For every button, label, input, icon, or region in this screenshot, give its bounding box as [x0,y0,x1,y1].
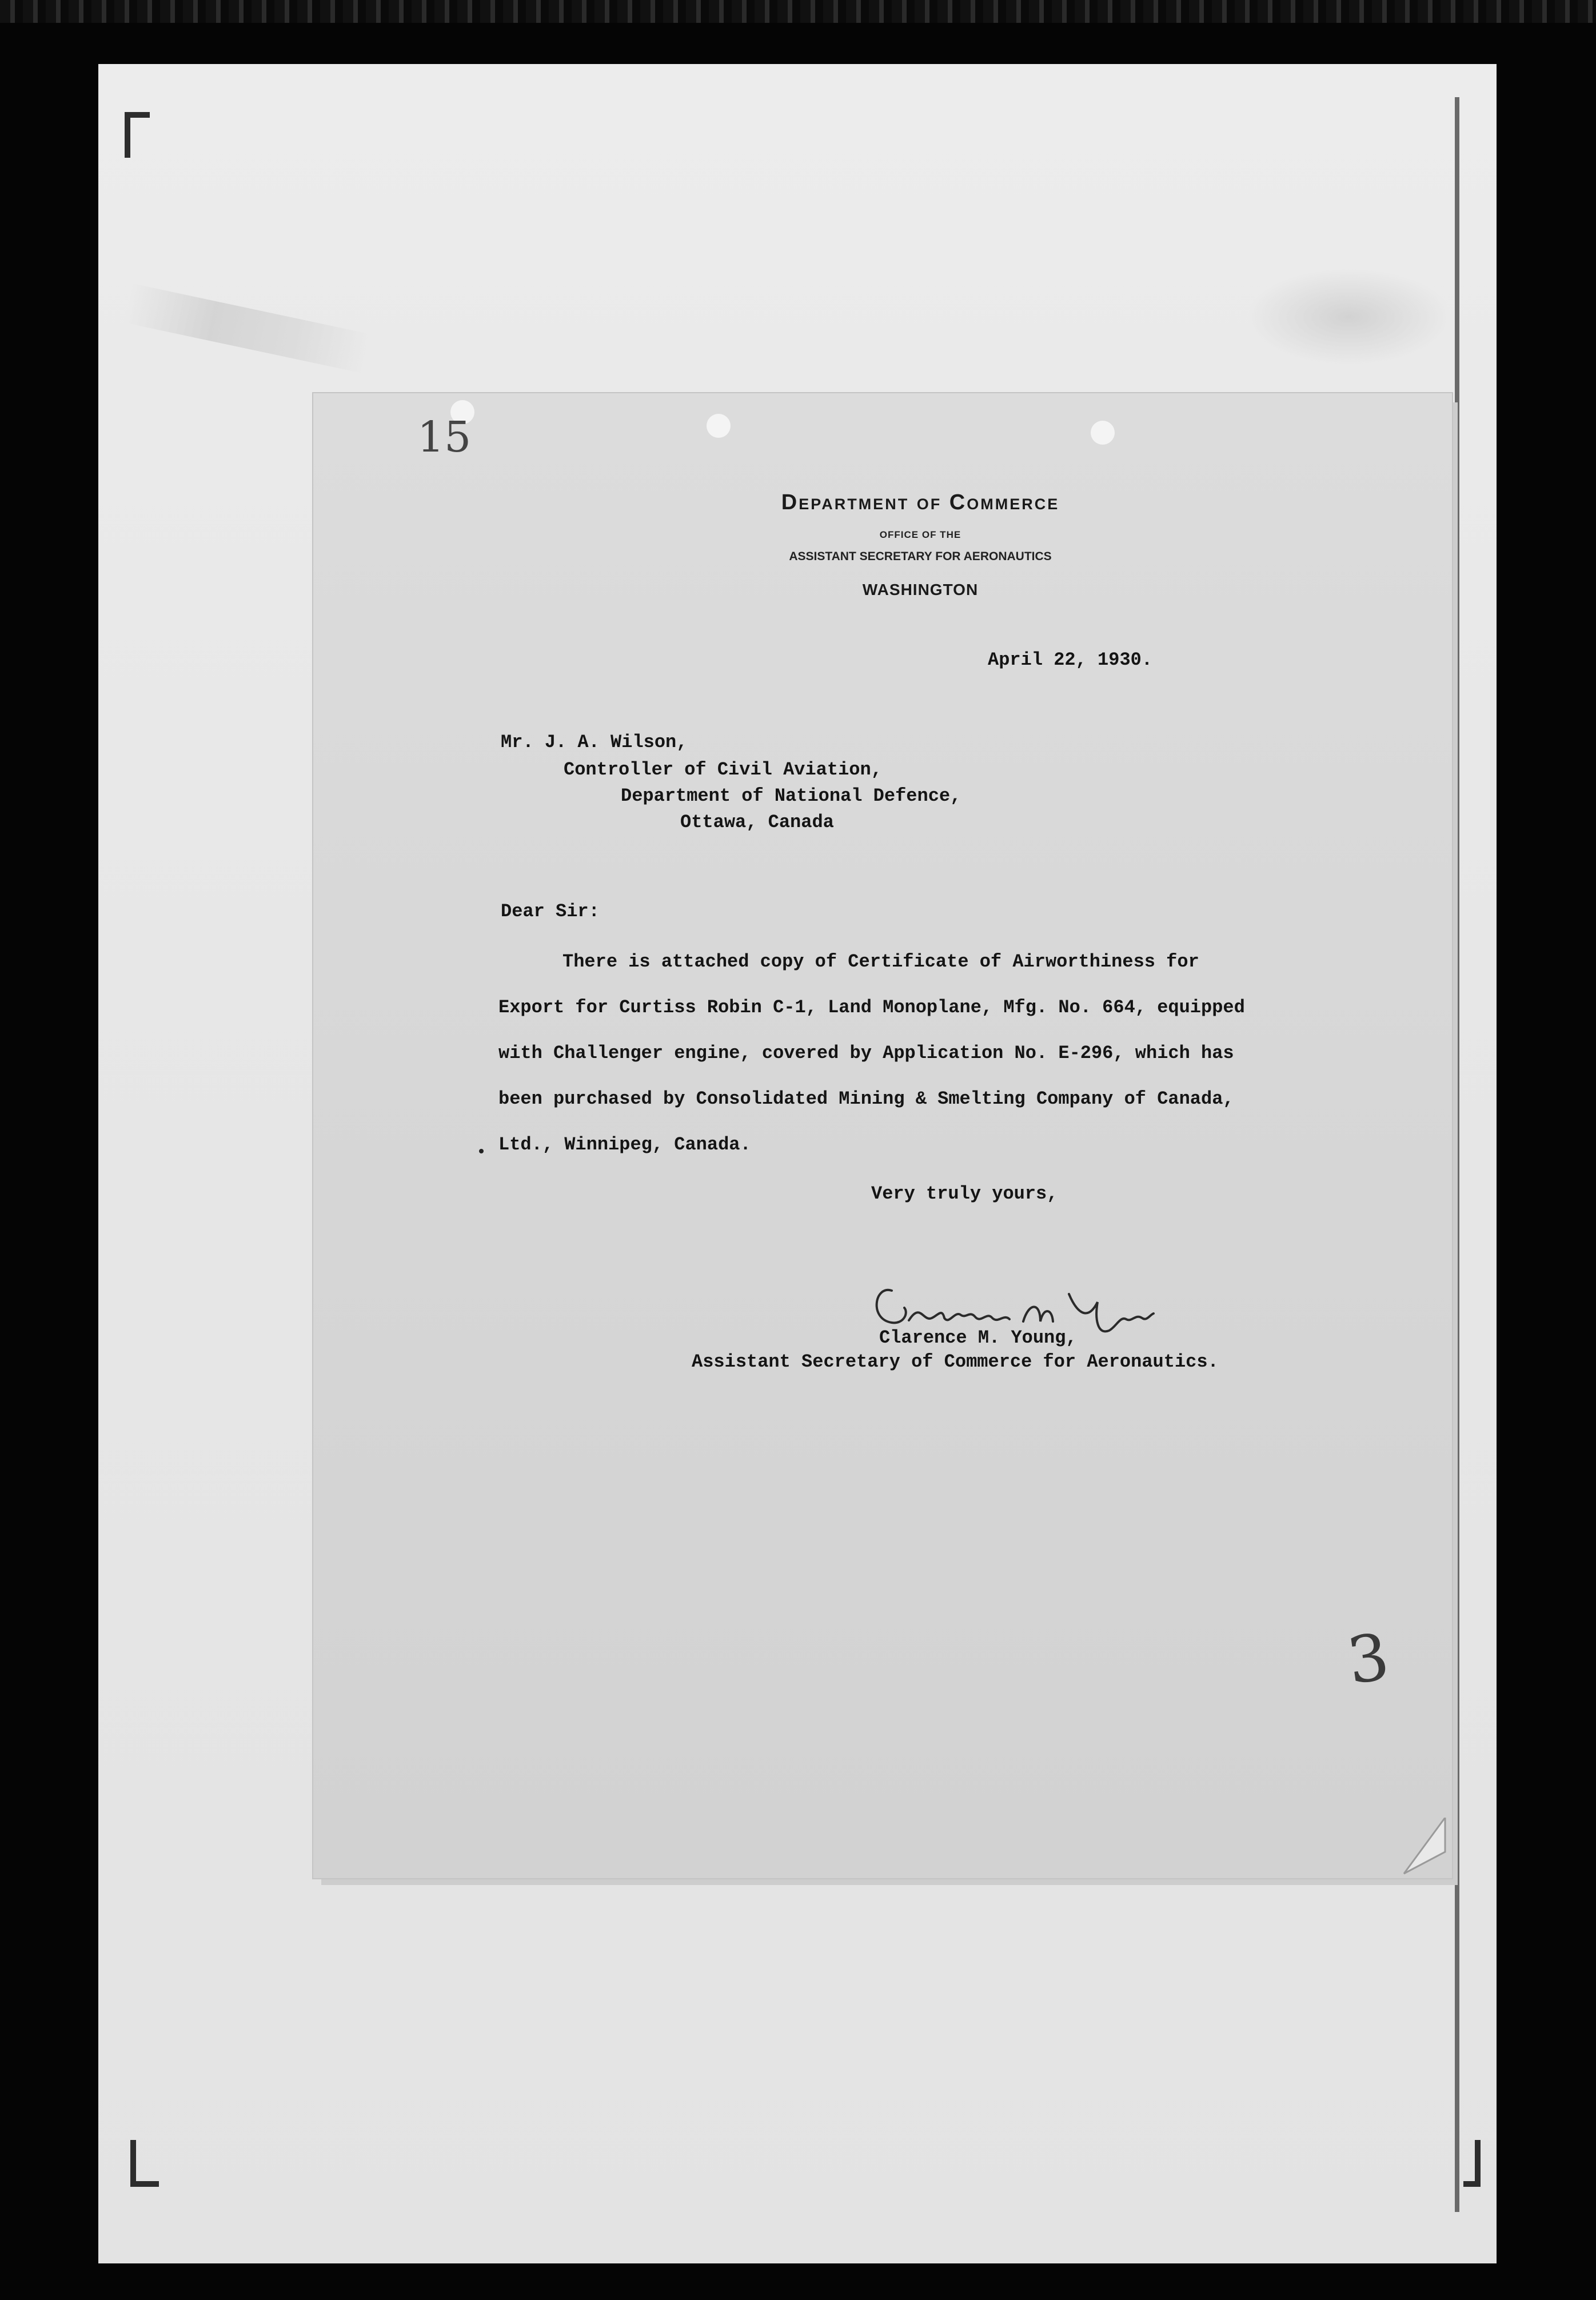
letterhead-city: WASHINGTON [862,581,979,598]
body-line: Ltd., Winnipeg, Canada. [498,1134,751,1155]
film-edge [0,0,1596,23]
letterhead-office-of: OFFICE OF THE [879,529,961,540]
recipient-location: Ottawa, Canada [680,812,834,833]
letter-date: April 22, 1930. [988,649,1153,670]
handwritten-page-number: 3 [1343,1619,1394,1699]
recipient-title: Controller of Civil Aviation, [564,759,882,780]
handwritten-signature [869,1268,1155,1336]
handwritten-top-mark: 15 [417,413,472,462]
tape-residue-right [1246,269,1452,366]
crop-mark-bottom-left [130,2140,159,2187]
letterhead-department-text: Department of Commerce [781,490,1060,514]
body-line: There is attached copy of Certificate of Airworthiness for [562,951,1199,972]
body-line: Export for Curtiss Robin C-1, Land Monoplane, Mfg. No. 664, equipped [498,997,1245,1018]
body-line: been purchased by Consolidated Mining & Smelting Company of Canada, [498,1088,1234,1109]
crop-mark-bottom-right [1463,2140,1481,2187]
letterhead-department [720,490,1120,515]
crop-mark-top-left [125,112,150,158]
punch-hole [707,414,731,438]
letter-page [313,393,1452,1878]
backing-sheet-edge [1455,97,1459,2212]
letterhead-assistant-secretary: ASSISTANT SECRETARY FOR AERONAUTICS [789,550,1052,563]
signer-title: Assistant Secretary of Commerce for Aeronautics. [692,1351,1219,1372]
recipient-department: Department of National Defence, [621,785,961,806]
salutation: Dear Sir: [501,901,600,922]
folded-corner [1399,1818,1451,1875]
punch-hole [1091,421,1115,445]
body-line: with Challenger engine, covered by Application No. E-296, which has [498,1043,1234,1064]
stray-dot [479,1149,484,1153]
complimentary-close: Very truly yours, [871,1183,1058,1204]
signer-name: Clarence M. Young, [879,1327,1077,1348]
recipient-name: Mr. J. A. Wilson, [501,732,688,753]
